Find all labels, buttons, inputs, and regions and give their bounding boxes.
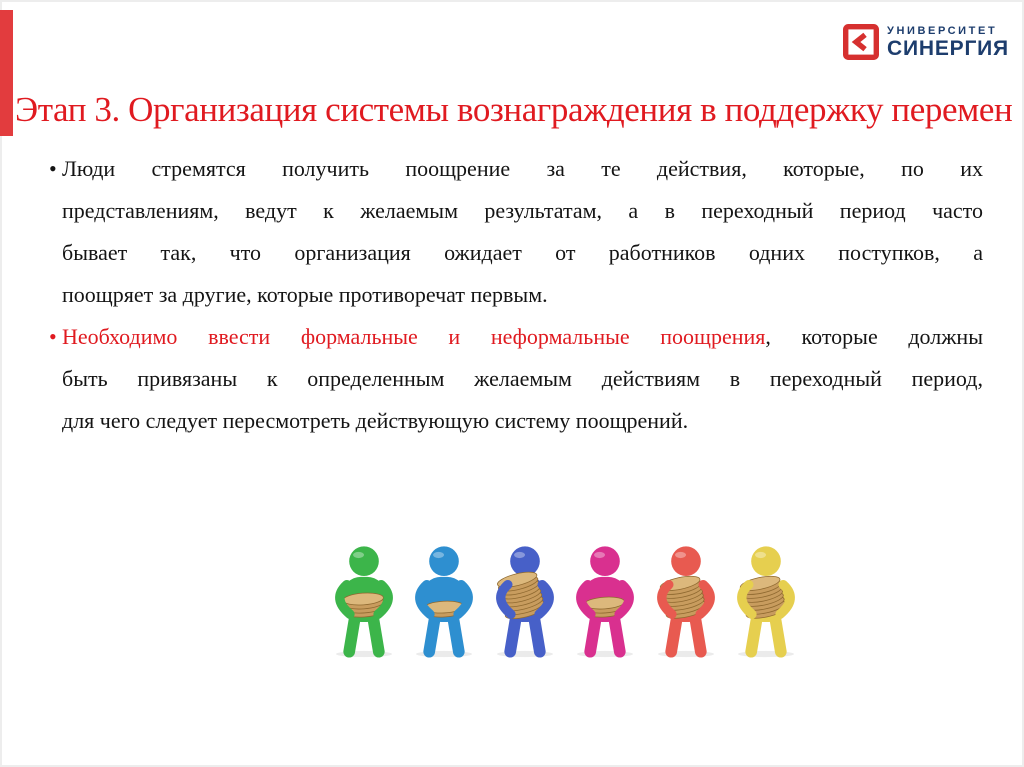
logo-synergy-label: СИНЕРГИЯ <box>887 37 1009 60</box>
synergy-university-logo <box>843 24 1009 60</box>
blue-figure <box>405 530 483 672</box>
bullet-text-segment: представлениям, ведут к желаемым результатам, а в переходный период часто <box>62 198 983 223</box>
coin-figures-illustration <box>325 528 805 672</box>
bullet-text-segment: быть привязаны к определенным желаемым действиям в переходный период, <box>62 366 983 391</box>
magenta-figure <box>566 530 644 672</box>
bullet-line <box>62 232 983 274</box>
bullet-text-segment: Необходимо ввести формальные и неформальные поощрения <box>62 324 766 349</box>
green-figure <box>325 530 403 672</box>
chevron-left-icon <box>843 24 879 60</box>
bullet-line <box>62 400 983 442</box>
slide-title: Этап 3. Организация системы вознаграждения в поддержку перемен <box>15 90 1013 129</box>
yellow-figure <box>727 530 805 672</box>
bullet-line <box>62 274 983 316</box>
bullet-list <box>62 148 983 442</box>
bullet-line <box>62 190 983 232</box>
bullet-text-segment: Люди стремятся получить поощрение за те действия, которые, по их <box>62 156 983 181</box>
bullet-text-segment: бывает так, что организация ожидает от работников одних поступков, а <box>62 240 983 265</box>
coral-figure <box>647 530 725 672</box>
royal-blue-figure <box>486 530 564 672</box>
logo-university-label: УНИВЕРСИТЕТ <box>887 25 998 37</box>
bullet-item <box>62 316 983 442</box>
bullet-text-segment: поощряет за другие, которые противоречат первым. <box>62 282 548 307</box>
bullet-item <box>62 148 983 316</box>
bullet-text-segment: для чего следует пересмотреть действующую систему поощрений. <box>62 408 689 433</box>
bullet-line <box>62 148 983 190</box>
bullet-line <box>62 358 983 400</box>
title-accent-bar <box>0 10 13 136</box>
bullet-text-segment: , которые должны <box>765 324 983 349</box>
logo-text <box>887 25 1009 59</box>
bullet-line <box>62 316 983 358</box>
